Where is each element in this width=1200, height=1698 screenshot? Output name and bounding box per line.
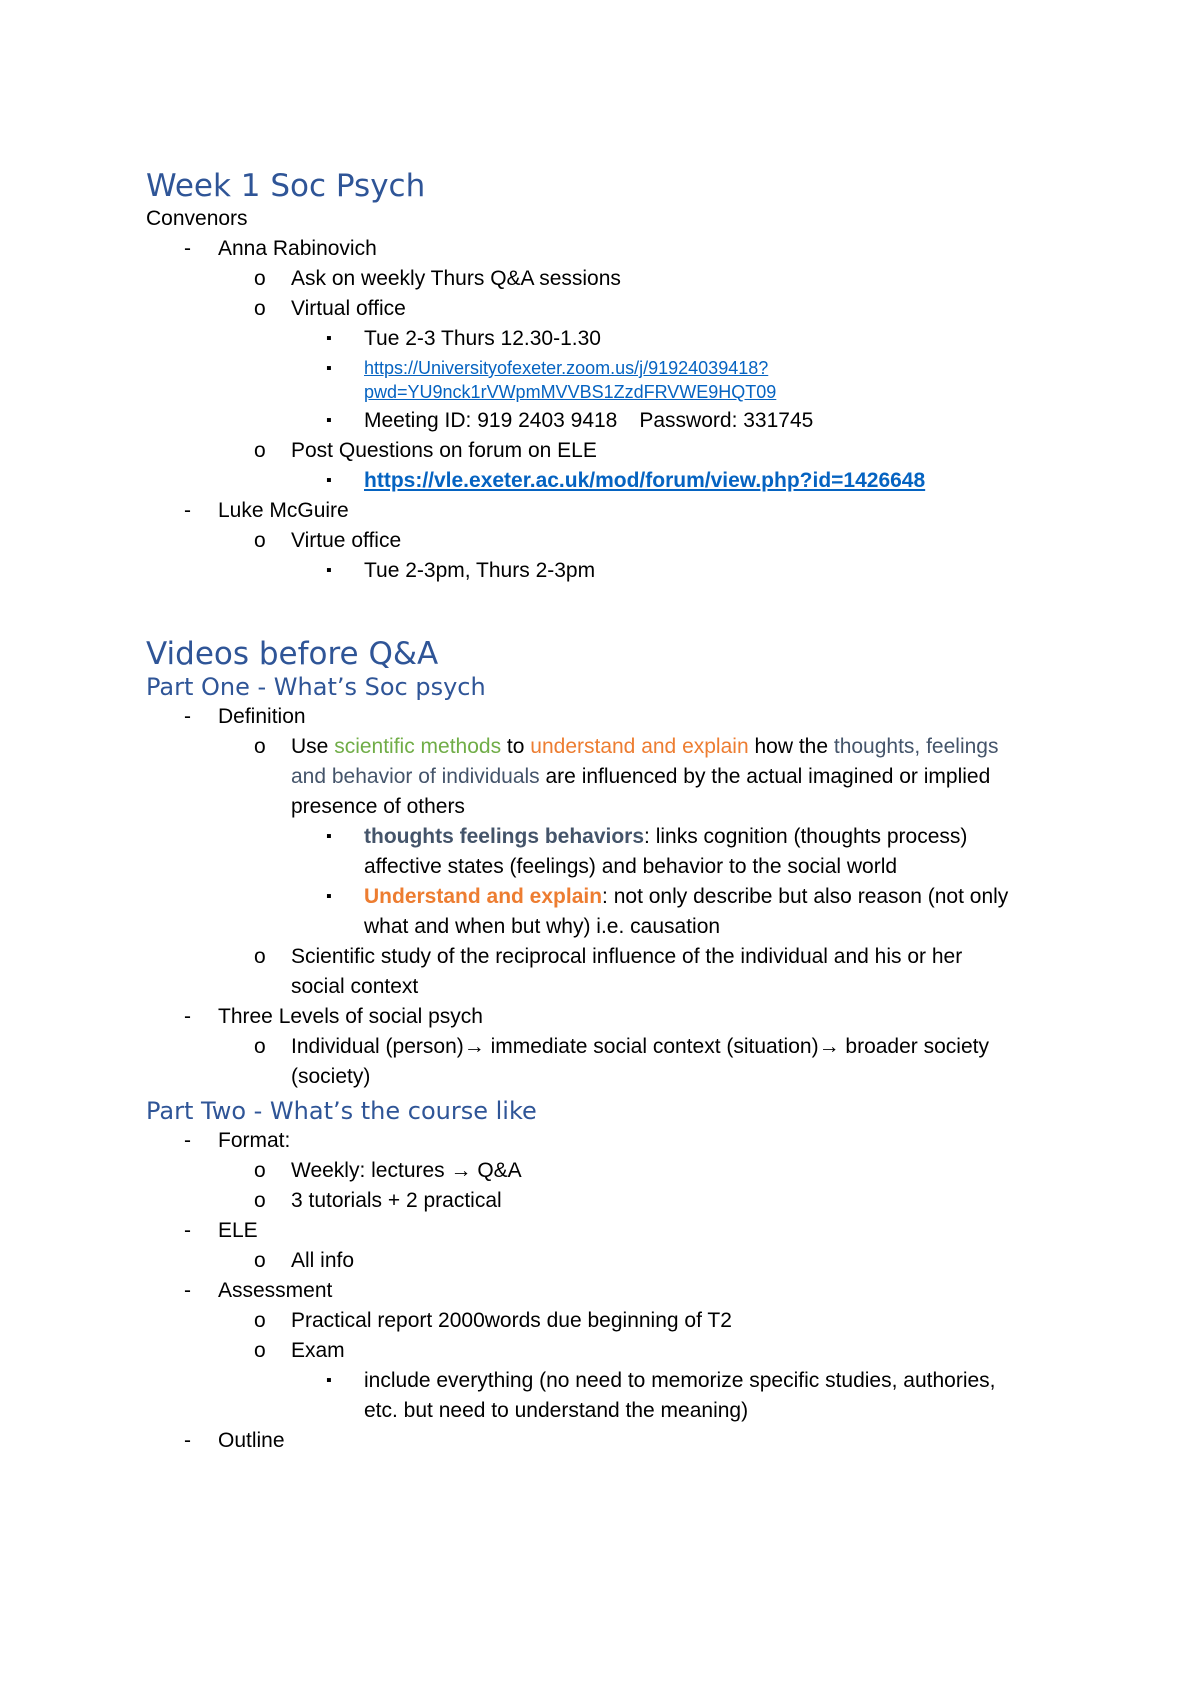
list-item bbox=[146, 1032, 1066, 1062]
ue-term: Understand and explain bbox=[364, 885, 603, 908]
circle-bullet: o bbox=[254, 1189, 266, 1212]
section-heading: Videos before Q&A bbox=[146, 636, 439, 672]
circle-bullet: o bbox=[254, 297, 266, 320]
item-text: All info bbox=[291, 1249, 355, 1272]
list-item bbox=[146, 942, 1066, 972]
item-text: Outline bbox=[218, 1429, 285, 1452]
circle-bullet: o bbox=[254, 267, 266, 290]
square-bullet: ▪ bbox=[326, 472, 332, 489]
square-bullet: ▪ bbox=[326, 1372, 332, 1389]
square-bullet: ▪ bbox=[326, 888, 332, 905]
circle-bullet: o bbox=[254, 439, 266, 462]
list-item-continuation bbox=[146, 972, 1066, 1002]
list-item bbox=[146, 264, 1066, 294]
list-item bbox=[146, 732, 1066, 762]
circle-bullet: o bbox=[254, 1339, 266, 1362]
circle-bullet: o bbox=[254, 1249, 266, 1272]
item-text: Virtue office bbox=[291, 529, 402, 552]
circle-bullet: o bbox=[254, 1159, 266, 1182]
item-text: Virtual office bbox=[291, 297, 406, 320]
part-two-heading: Part Two - What’s the course like bbox=[146, 1097, 537, 1125]
item-text: Tue 2-3pm, Thurs 2-3pm bbox=[364, 559, 596, 582]
square-bullet: ▪ bbox=[326, 412, 332, 429]
item-text: Three Levels of social psych bbox=[218, 1005, 483, 1028]
list-item-continuation bbox=[146, 762, 1066, 792]
def-to: to bbox=[501, 735, 531, 758]
def-rest: are influenced by the actual imagined or implied bbox=[539, 765, 991, 788]
dash-bullet: - bbox=[184, 1279, 191, 1302]
list-item bbox=[146, 1002, 1066, 1032]
convenor-name: Luke McGuire bbox=[218, 499, 349, 522]
tfb-text: : links cognition (thoughts process) bbox=[644, 825, 968, 848]
dash-bullet: - bbox=[184, 237, 191, 260]
def-use: Use bbox=[291, 735, 335, 758]
square-bullet: ▪ bbox=[326, 360, 332, 377]
page-title: Week 1 Soc Psych bbox=[146, 168, 426, 204]
convenor-name: Anna Rabinovich bbox=[218, 237, 377, 260]
list-item-continuation bbox=[146, 852, 1066, 882]
list-item bbox=[146, 406, 1066, 436]
item-text: Scientific study of the reciprocal influence of the individual and his or her bbox=[291, 945, 963, 968]
list-item bbox=[146, 496, 1066, 526]
item-text: include everything (no need to memorize specific studies, authories, bbox=[364, 1369, 996, 1392]
item-text: Definition bbox=[218, 705, 306, 728]
item-text: Practical report 2000words due beginning of T2 bbox=[291, 1309, 732, 1332]
circle-bullet: o bbox=[254, 735, 266, 758]
forum-link[interactable]: https://vle.exeter.ac.uk/mod/forum/view.php?id=1426648 bbox=[364, 469, 926, 492]
item-text: Exam bbox=[291, 1339, 345, 1362]
ue-text-cont: what and when but why) i.e. causation bbox=[364, 915, 721, 938]
circle-bullet: o bbox=[254, 1309, 266, 1332]
item-text: Tue 2-3 Thurs 12.30-1.30 bbox=[364, 327, 601, 350]
item-text: ELE bbox=[218, 1219, 258, 1242]
list-item bbox=[146, 702, 1066, 732]
circle-bullet: o bbox=[254, 529, 266, 552]
list-item bbox=[146, 234, 1066, 264]
ue-text: : not only describe but also reason (not only bbox=[602, 885, 1009, 908]
list-item-continuation bbox=[146, 912, 1066, 942]
square-bullet: ▪ bbox=[326, 562, 332, 579]
list-item-continuation bbox=[146, 1062, 1066, 1092]
item-text: etc. but need to understand the meaning) bbox=[364, 1399, 749, 1422]
tfb-text-cont: affective states (feelings) and behavior to the social world bbox=[364, 855, 898, 878]
dash-bullet: - bbox=[184, 705, 191, 728]
item-text: 3 tutorials + 2 practical bbox=[291, 1189, 502, 1212]
list-item bbox=[146, 882, 1066, 912]
document-content bbox=[146, 168, 1066, 1456]
meeting-password: Password: 331745 bbox=[639, 409, 814, 432]
circle-bullet: o bbox=[254, 945, 266, 968]
list-item bbox=[146, 436, 1066, 466]
dash-bullet: - bbox=[184, 499, 191, 522]
list-item-continuation bbox=[146, 1396, 1066, 1426]
def-understand: understand and explain bbox=[530, 735, 749, 758]
dash-bullet: - bbox=[184, 1005, 191, 1028]
zoom-link-line-1: https://Universityofexeter.zoom.us/j/91924039418? bbox=[364, 358, 769, 378]
square-bullet: ▪ bbox=[326, 828, 332, 845]
item-text: Assessment bbox=[218, 1279, 333, 1302]
item-text: Format: bbox=[218, 1129, 291, 1152]
list-item bbox=[146, 822, 1066, 852]
item-text: Post Questions on forum on ELE bbox=[291, 439, 597, 462]
item-text: Individual (person)→ immediate social context (situation)→ broader society bbox=[291, 1035, 989, 1058]
list-item bbox=[146, 1426, 1066, 1456]
list-item bbox=[146, 294, 1066, 324]
zoom-link[interactable] bbox=[364, 358, 776, 402]
list-item bbox=[146, 1246, 1066, 1276]
def-how: how the bbox=[748, 735, 834, 758]
zoom-link-line-2: pwd=YU9nck1rVWpmMVVBS1ZzdFRVWE9HQT09 bbox=[364, 382, 777, 402]
list-item bbox=[146, 466, 1066, 496]
list-item bbox=[146, 1366, 1066, 1396]
def-thoughts-cont: and behavior of individuals bbox=[291, 765, 540, 788]
dash-bullet: - bbox=[184, 1219, 191, 1242]
def-thoughts: thoughts, feelings bbox=[833, 735, 999, 758]
list-item-continuation bbox=[146, 792, 1066, 822]
list-item bbox=[146, 1216, 1066, 1246]
tfb-term: thoughts feelings behaviors bbox=[364, 825, 645, 848]
convenors-label: Convenors bbox=[146, 207, 248, 230]
item-text: Ask on weekly Thurs Q&A sessions bbox=[291, 267, 621, 290]
dash-bullet: - bbox=[184, 1129, 191, 1152]
list-item bbox=[146, 324, 1066, 354]
list-item bbox=[146, 1156, 1066, 1186]
list-item bbox=[146, 1336, 1066, 1366]
list-item bbox=[146, 1306, 1066, 1336]
list-item bbox=[146, 526, 1066, 556]
square-bullet: ▪ bbox=[326, 330, 332, 347]
list-item bbox=[146, 556, 1066, 586]
meeting-id: Meeting ID: 919 2403 9418 bbox=[364, 409, 618, 432]
def-scientific: scientific methods bbox=[334, 735, 502, 758]
item-text: (society) bbox=[291, 1065, 371, 1088]
list-item bbox=[146, 1276, 1066, 1306]
list-item bbox=[146, 1126, 1066, 1156]
item-text: social context bbox=[291, 975, 419, 998]
list-item bbox=[146, 354, 1066, 406]
circle-bullet: o bbox=[254, 1035, 266, 1058]
part-one-heading: Part One - What’s Soc psych bbox=[146, 673, 486, 701]
list-item bbox=[146, 1186, 1066, 1216]
dash-bullet: - bbox=[184, 1429, 191, 1452]
item-text: Weekly: lectures → Q&A bbox=[291, 1159, 522, 1182]
def-rest-cont: presence of others bbox=[291, 795, 465, 818]
